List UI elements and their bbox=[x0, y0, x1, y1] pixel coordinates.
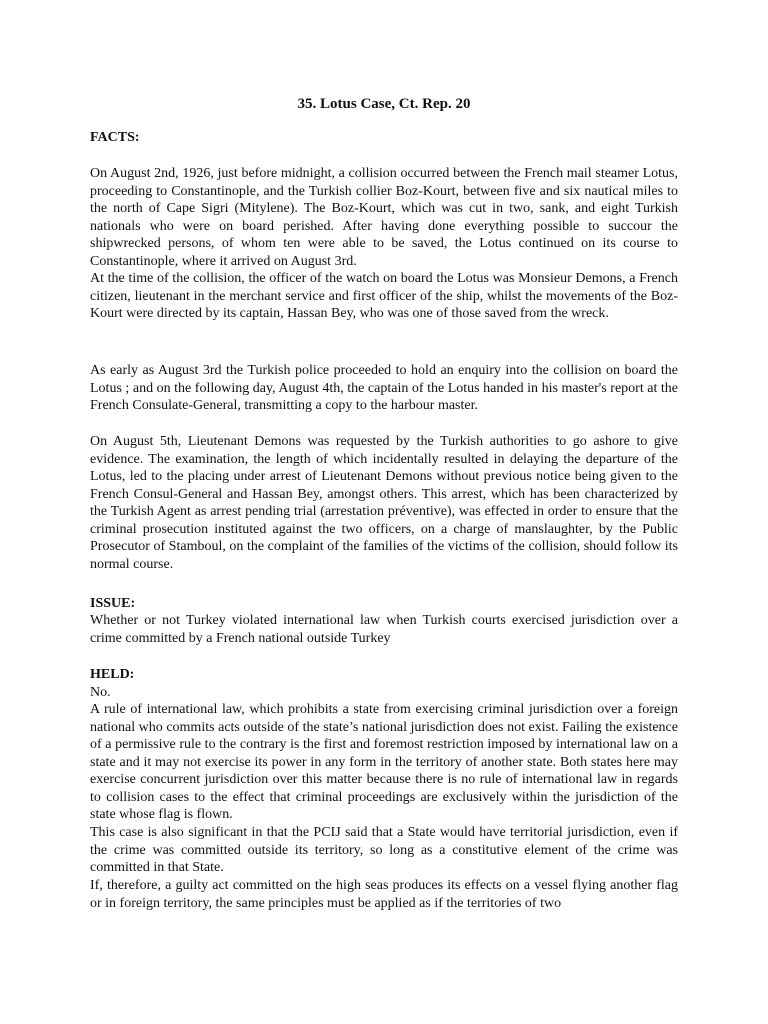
facts-paragraph-3: As early as August 3rd the Turkish police proceeded to hold an enquiry into the collision on board the Lotus ; and on the following day, August 4th, the captain of the Lotus handed in his master's report at the French Consulate-General, transmitting a copy to the harbour master. bbox=[90, 363, 678, 413]
held-heading: HELD: bbox=[90, 667, 135, 682]
held-paragraph-2: This case is also significant in that the PCIJ said that a State would have territorial jurisdiction, even if the crime was committed outside its territory, so long as a constitutive element of the crime was committed in that State. bbox=[90, 825, 678, 875]
facts-paragraph-1: On August 2nd, 1926, just before midnight, a collision occurred between the French mail steamer Lotus, proceeding to Constantinople, and the Turkish collier Boz-Kourt, between five and six nautical miles to the north of Cape Sigri (Mitylene). The Boz-Kourt, which was cut in two, sank, and eight Turkish nationals who were on board perished. After having done everything possible to succour the shipwrecked persons, of whom ten were able to be saved, the Lotus continued on its course to Constantinople, where it arrived on August 3rd. bbox=[90, 166, 678, 269]
facts-paragraph-2: At the time of the collision, the officer of the watch on board the Lotus was Monsieur Demons, a French citizen, lieutenant in the merchant service and first officer of the ship, whilst the movements of the Boz-Kourt were directed by its captain, Hassan Bey, who was one of those saved from the wreck. bbox=[90, 271, 678, 321]
held-paragraph-1: A rule of international law, which prohibits a state from exercising criminal jurisdiction over a foreign national who commits acts outside of the state’s national jurisdiction does not exist. Failing the existence of a permissive rule to the contrary is the first and foremost restriction imposed by international law on a state and it may not exercise its power in any form in the territory of another state. Both states here may exercise concurrent jurisdiction over this matter because there is no rule of international law in regards to collision cases to the effect that criminal proceedings are exclusively within the jurisdiction of the state whose flag is flown. bbox=[90, 702, 678, 822]
issue-paragraph: Whether or not Turkey violated international law when Turkish courts exercised jurisdiction over a crime committed by a French national outside Turkey bbox=[90, 613, 678, 646]
facts-paragraph-4: On August 5th, Lieutenant Demons was requested by the Turkish authorities to go ashore to give evidence. The examination, the length of which incidentally resulted in delaying the departure of the Lotus, led to the placing under arrest of Lieutenant Demons without previous notice being given to the French Consul-General and Hassan Bey, amongst others. This arrest, which has been characterized by the Turkish Agent as arrest pending trial (arrestation préventive), was effected in order to ensure that the criminal prosecution instituted against the two officers, on a charge of manslaughter, by the Public Prosecutor of Stamboul, on the complaint of the families of the victims of the collision, should follow its normal course. bbox=[90, 434, 678, 572]
held-paragraph-3: If, therefore, a guilty act committed on the high seas produces its effects on a vessel flying another flag or in foreign territory, the same principles must be applied as if the territories of two bbox=[90, 878, 678, 911]
issue-heading: ISSUE: bbox=[90, 596, 136, 611]
facts-heading: FACTS: bbox=[90, 130, 140, 145]
held-answer: No. bbox=[90, 685, 111, 700]
document-title: 35. Lotus Case, Ct. Rep. 20 bbox=[297, 96, 471, 112]
